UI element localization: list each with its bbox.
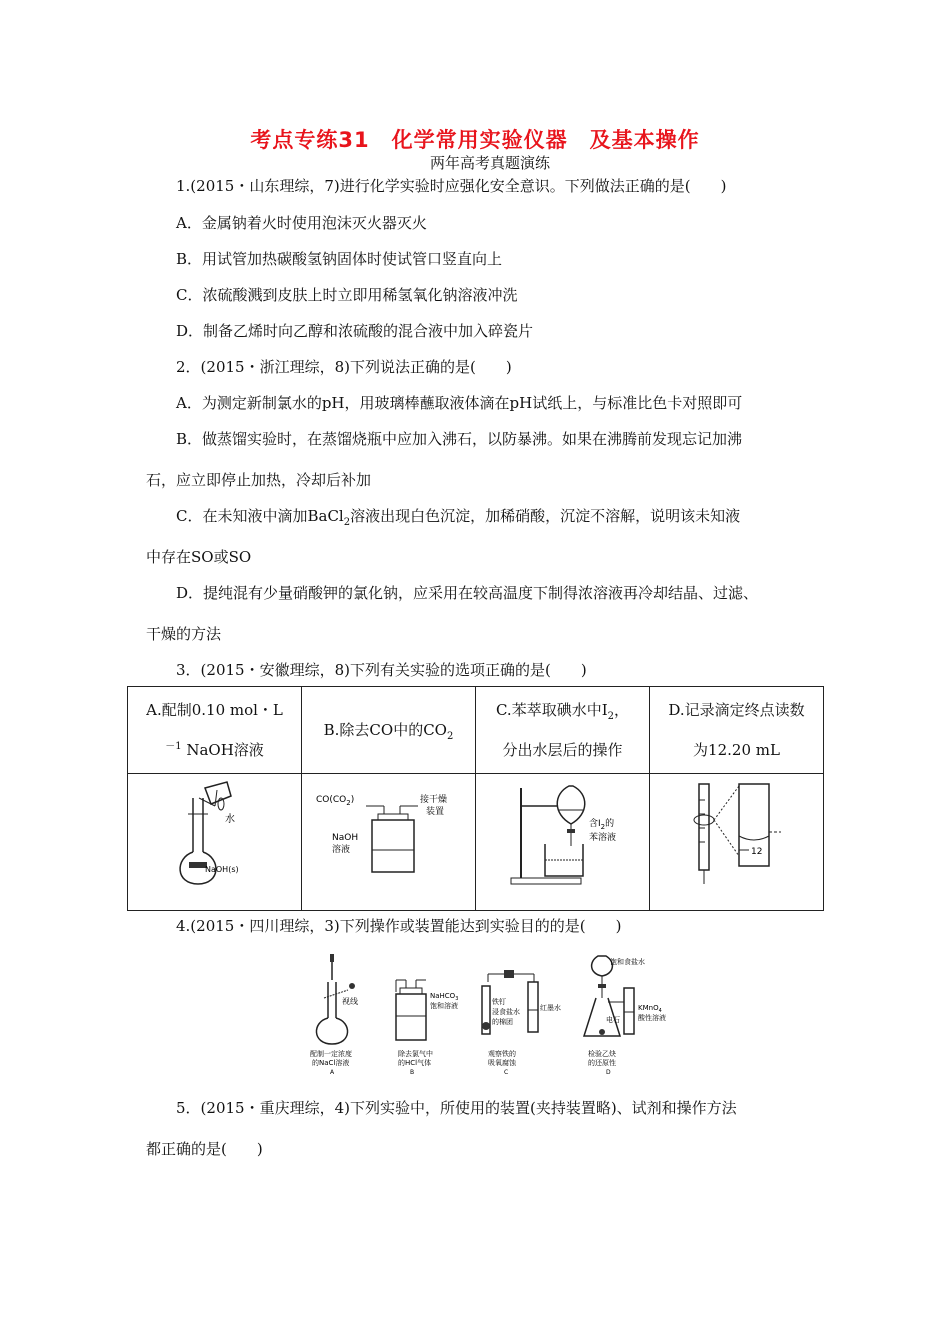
q3-figure-c-cell <box>476 774 650 911</box>
q4-apparatus-figure <box>298 952 678 1074</box>
q4-figure-b <box>396 980 458 1074</box>
q4-stem: 4.(2015・四川理综，3)下列操作或装置能达到实验目的的是( ) <box>176 917 622 935</box>
q3-figure-d-cell <box>650 774 824 911</box>
svg-text:苯溶液: 苯溶液 <box>588 832 616 843</box>
svg-text:溶液: 溶液 <box>331 844 350 855</box>
svg-text:接干燥: 接干燥 <box>419 794 447 805</box>
svg-text:装置: 装置 <box>425 806 444 817</box>
svg-text:观察铁的: 观察铁的 <box>488 1050 516 1058</box>
svg-text:吸氧腐蚀: 吸氧腐蚀 <box>488 1059 516 1067</box>
q3-header-b: B.除去CO中的$CO_2$ <box>302 687 476 774</box>
burette-reading-figure <box>677 780 797 890</box>
q3-header-d: D.记录滴定终点读数 为12.20 mL <box>650 687 824 774</box>
svg-text:NaOH: NaOH <box>331 832 358 843</box>
svg-text:酸性溶液: 酸性溶液 <box>638 1014 666 1022</box>
svg-text:铁钉: 铁钉 <box>492 998 506 1006</box>
svg-text:含I2的: 含$I_2$的 <box>588 818 614 831</box>
svg-text:C: C <box>504 1069 509 1074</box>
q4-figure-d <box>584 956 666 1074</box>
volumetric-flask-figure <box>155 780 275 890</box>
svg-text:D: D <box>606 1069 611 1074</box>
svg-text:的还原性: 的还原性 <box>588 1059 616 1067</box>
svg-text:除去氯气中: 除去氯气中 <box>398 1050 433 1058</box>
svg-text:CO(CO2): $CO(CO_2)$ <box>315 794 354 807</box>
svg-text:视线: 视线 <box>342 997 358 1006</box>
q2-option-d-line2: 干燥的方法 <box>146 625 222 643</box>
q5-stem-line2: 都正确的是( ) <box>146 1140 263 1158</box>
q3-header-c: C.苯萃取碘水中$I_2$， 分出水层后的操作 <box>476 687 650 774</box>
svg-text:KMnO4: KMnO$_4$ <box>638 1004 662 1014</box>
svg-text:配制一定浓度: 配制一定浓度 <box>310 1050 352 1058</box>
svg-text:电石: 电石 <box>606 1016 620 1024</box>
q3-figure-b-cell <box>302 774 476 911</box>
svg-text:的棉团: 的棉团 <box>492 1018 513 1026</box>
svg-text:的HCl气体: 的HCl气体 <box>398 1059 432 1067</box>
q2-option-d-line1: D．提纯混有少量硝酸钾的氯化钠，应采用在较高温度下制得浓溶液再冷却结晶、过滤、 <box>176 584 759 602</box>
q2-option-c-line1: C．在未知液中滴加BaCl$_2$溶液出现白色沉淀，加稀硝酸，沉淀不溶解，说明该未知液 <box>176 507 741 528</box>
page-title: 考点专练31 化学常用实验仪器 及基本操作 <box>250 128 700 152</box>
q4-figure-a <box>310 954 358 1074</box>
svg-text:检验乙炔: 检验乙炔 <box>588 1050 616 1058</box>
q3-options-table <box>127 686 824 911</box>
page-subtitle: 两年高考真题演练 <box>429 154 550 172</box>
svg-text:水: 水 <box>224 813 235 825</box>
separatory-funnel-figure <box>493 780 633 890</box>
q1-stem: 1.(2015・山东理综，7)进行化学实验时应强化安全意识。下列做法正确的是( ) <box>176 177 727 195</box>
svg-text:A: A <box>330 1069 335 1074</box>
q3-header-a: A.配制0.10 mol・L $^{-1}$ NaOH溶液 <box>128 687 302 774</box>
svg-text:饱和溶液: 饱和溶液 <box>430 1002 458 1010</box>
q1-option-d: D．制备乙烯时向乙醇和浓硫酸的混合液中加入碎瓷片 <box>176 322 534 340</box>
q3-stem: 3．(2015・安徽理综，8)下列有关实验的选项正确的是( ) <box>176 661 587 679</box>
svg-text:12: 12 <box>750 846 762 857</box>
q5-stem-line1: 5．(2015・重庆理综，4)下列实验中，所使用的装置(夹持装置略)、试剂和操作方法 <box>176 1099 737 1117</box>
gas-washing-bottle-figure <box>314 780 464 890</box>
q2-option-b-line1: B．做蒸馏实验时，在蒸馏烧瓶中应加入沸石，以防暴沸。如果在沸腾前发现忘记加沸 <box>176 430 743 448</box>
q1-option-a: A．金属钠着火时使用泡沫灭火器灭火 <box>176 214 427 232</box>
svg-text:NaHCO3: NaHCO$_3$ <box>430 992 459 1002</box>
q1-option-c: C．浓硫酸溅到皮肤上时立即用稀氢氧化钠溶液冲洗 <box>176 286 518 304</box>
q2-option-a: A．为测定新制氯水的pH，用玻璃棒蘸取液体滴在pH试纸上，与标准比色卡对照即可 <box>176 394 743 412</box>
svg-text:的NaCl溶液: 的NaCl溶液 <box>312 1059 350 1067</box>
svg-text:NaOH(s): NaOH(s) <box>204 864 239 874</box>
svg-text:饱和食盐水: 饱和食盐水 <box>610 958 645 966</box>
svg-text:B: B <box>410 1069 415 1074</box>
q3-figure-a-cell <box>128 774 302 911</box>
svg-text:红墨水: 红墨水 <box>540 1004 561 1012</box>
q4-figure-c <box>482 970 561 1074</box>
q2-option-b-line2: 石，应立即停止加热，冷却后补加 <box>146 471 372 489</box>
q1-option-b: B．用试管加热碳酸氢钠固体时使试管口竖直向上 <box>176 250 503 268</box>
svg-text:浸食盐水: 浸食盐水 <box>492 1008 520 1016</box>
q2-stem: 2．(2015・浙江理综，8)下列说法正确的是( ) <box>176 358 512 376</box>
q2-option-c-line2: 中存在SO或SO <box>146 548 252 566</box>
